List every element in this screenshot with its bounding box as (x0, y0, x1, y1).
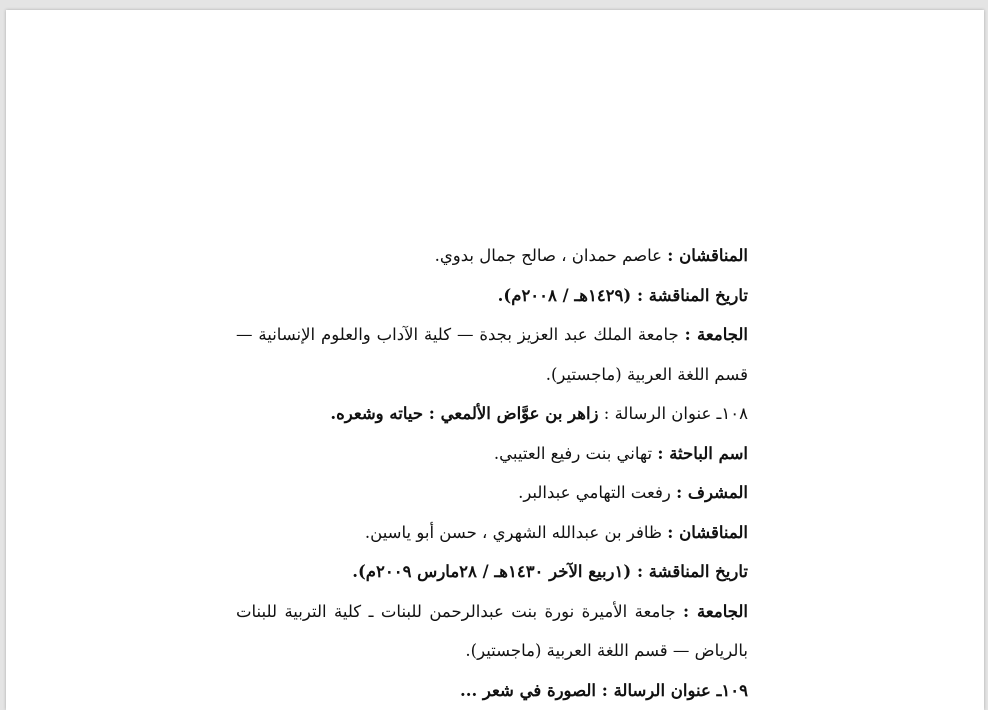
field-label: الجامعة : (683, 602, 748, 621)
text-line (6, 513, 748, 553)
field-value: رفعت التهامي عبدالبر. (518, 483, 676, 502)
text-line (6, 276, 748, 316)
field-value: بالرياض — قسم اللغة العربية (ماجستير). (465, 641, 748, 660)
thesis-title-line (6, 394, 748, 434)
text-line (236, 315, 748, 355)
field-value: جامعة الأميرة نورة بنت عبدالرحمن للبنات ـ كلية التربية للبنات (236, 602, 683, 621)
text-line (6, 552, 748, 592)
field-value: (١٤٢٩هـ / ٢٠٠٨م). (498, 286, 637, 305)
field-label: المناقشان : (667, 523, 748, 542)
field-value: قسم اللغة العربية (ماجستير). (546, 365, 748, 384)
field-value: عاصم حمدان ، صالح جمال بدوي. (435, 246, 668, 265)
text-line (6, 631, 748, 671)
field-label: اسم الباحثة : (657, 444, 748, 463)
field-value: ١٠٩ـ عنوان الرسالة : الصورة في شعر ... (460, 681, 748, 700)
field-value: تهاني بنت رفيع العتيبي. (494, 444, 657, 463)
thesis-number-label: ١٠٨ـ عنوان الرسالة : (599, 404, 748, 423)
text-line (6, 355, 748, 395)
field-label: الجامعة : (685, 325, 748, 344)
field-value: ظافر بن عبدالله الشهري ، حسن أبو ياسين. (365, 523, 667, 542)
field-label: تاريخ المناقشة : (637, 562, 748, 581)
text-line (6, 236, 748, 276)
field-value: جامعة الملك عبد العزيز بجدة — كلية الآداب والعلوم الإنسانية — (236, 325, 685, 344)
thesis-title: زاهر بن عوَّاض الألمعي : حياته وشعره. (330, 404, 598, 423)
text-line (6, 434, 748, 474)
field-label: المشرف : (676, 483, 748, 502)
field-value: (١ربيع الآخر ١٤٣٠هـ / ٢٨مارس ٢٠٠٩م). (352, 562, 637, 581)
field-label: المناقشان : (667, 246, 748, 265)
document-body (6, 236, 748, 710)
text-line (236, 592, 748, 632)
text-line-cutoff (6, 671, 748, 710)
text-line (6, 473, 748, 513)
document-page (6, 10, 984, 710)
field-label: تاريخ المناقشة : (637, 286, 748, 305)
